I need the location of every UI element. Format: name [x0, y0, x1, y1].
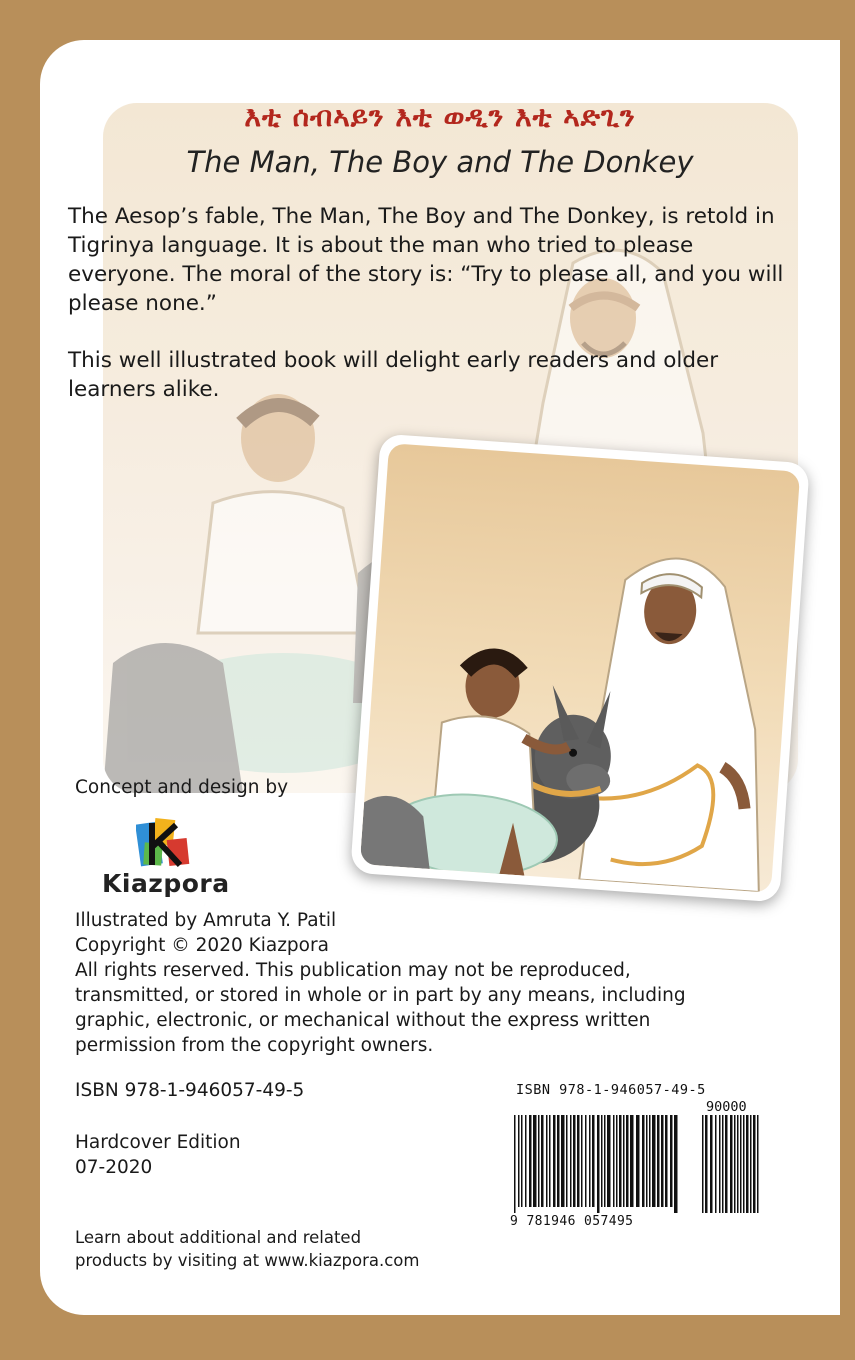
barcode-digits-label: 9 781946 057495	[510, 1214, 634, 1229]
tigrinya-title: እቲ ሰብኣይን እቲ ወዲን እቲ ኣድጊን	[244, 100, 636, 133]
front-cover-picture	[350, 434, 810, 903]
rights-line: permission from the copyright owners.	[75, 1035, 434, 1056]
man-boy-donkey-illustration	[360, 443, 800, 893]
rights-line: transmitted, or stored in whole or in part by any means, including	[75, 985, 686, 1006]
english-title: The Man, The Boy and The Donkey	[186, 145, 694, 179]
description-paragraph: This well illustrated book will delight early readers and older learners alike.	[68, 348, 719, 402]
isbn-barcode	[510, 1082, 762, 1237]
edition-info	[75, 1130, 241, 1180]
isbn-text: ISBN 978-1-946057-49-5	[75, 1080, 305, 1101]
barcode-addon-label: 90000	[706, 1099, 747, 1115]
credits-block	[75, 908, 765, 1058]
edition-date: 07-2020	[75, 1157, 153, 1178]
copyright-line: Copyright © 2020 Kiazpora	[75, 935, 329, 956]
back-cover	[40, 40, 840, 1315]
kiazpora-logo-mark	[136, 817, 192, 869]
rights-line: All rights reserved. This publication may not be reproduced,	[75, 960, 631, 981]
illustrator-credit: Illustrated by Amruta Y. Patil	[75, 910, 337, 931]
barcode-bars	[510, 1115, 762, 1215]
edition-type: Hardcover Edition	[75, 1132, 241, 1153]
book-description	[68, 202, 803, 432]
description-paragraph: The Aesop’s fable, The Man, The Boy and The Donkey, is retold in Tigrinya language. It is about the man who tried to please everyone. The moral of the story is: “Try to please all, and you will please none.”	[68, 204, 784, 316]
kiazpora-logo-text: Kiazpora	[102, 869, 230, 898]
learn-more-line: Learn about additional and related	[75, 1228, 362, 1247]
kiazpora-logo	[102, 817, 232, 901]
rights-line: graphic, electronic, or mechanical without the express written	[75, 1010, 651, 1031]
barcode-isbn-label: ISBN 978-1-946057-49-5	[516, 1082, 706, 1098]
learn-more-text	[75, 1226, 495, 1272]
learn-more-line: products by visiting at www.kiazpora.com	[75, 1251, 420, 1270]
concept-label: Concept and design by	[75, 777, 289, 798]
